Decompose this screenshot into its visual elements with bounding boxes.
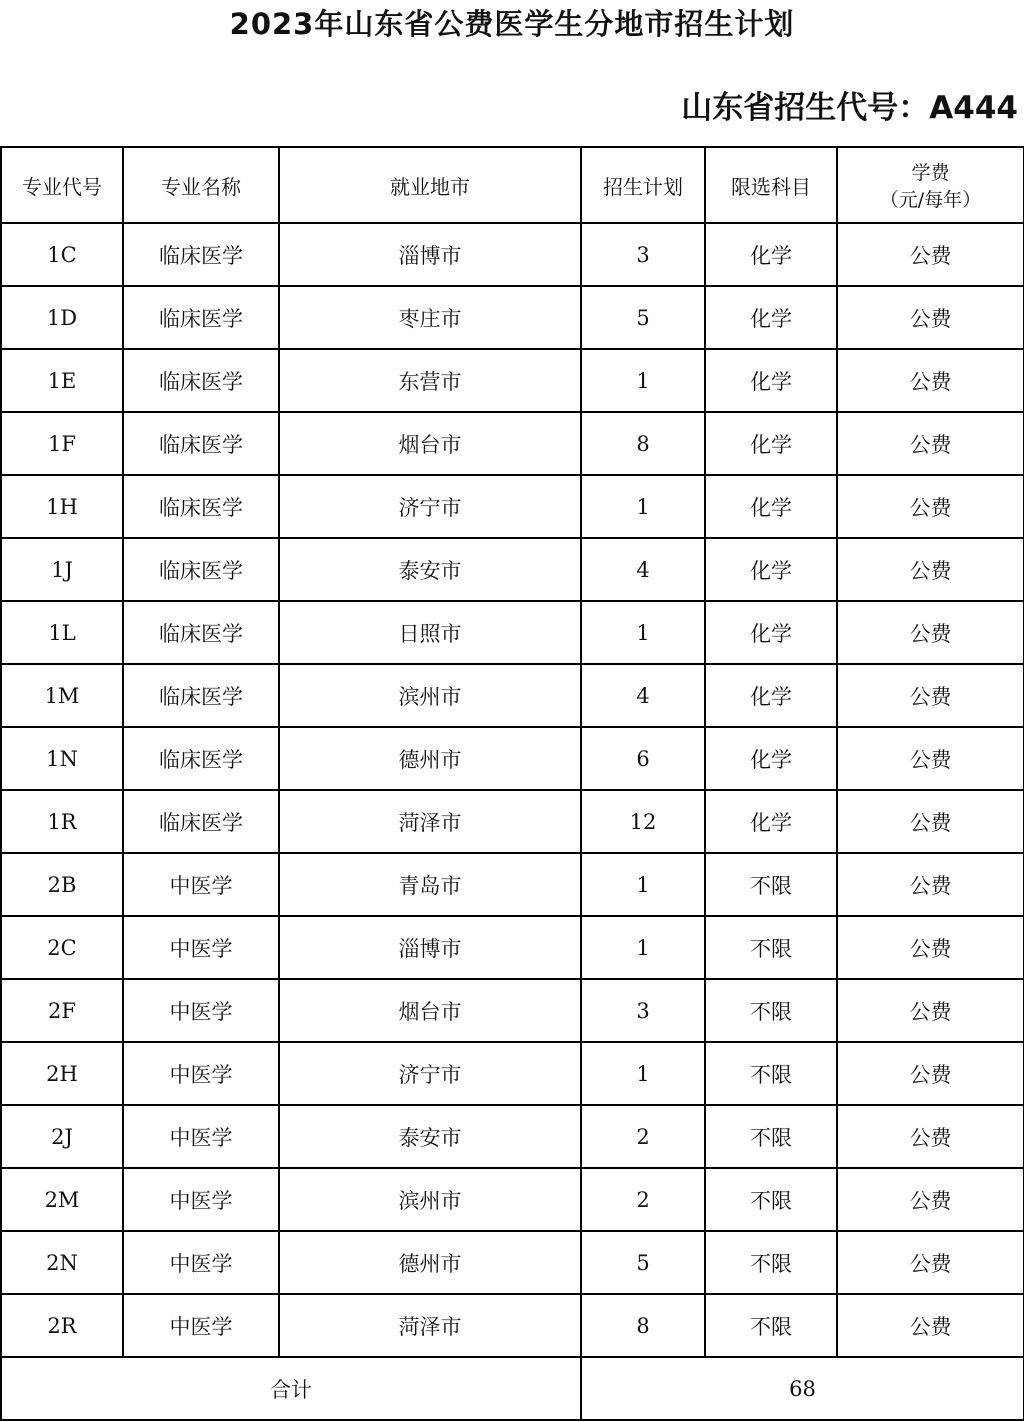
cell-enrollment-plan: 1 <box>581 349 705 412</box>
cell-employment-city: 济宁市 <box>279 1042 581 1105</box>
cell-enrollment-plan: 3 <box>581 979 705 1042</box>
cell-tuition: 公费 <box>837 475 1024 538</box>
total-value: 68 <box>581 1357 1024 1420</box>
cell-major-code: 2R <box>1 1294 123 1357</box>
cell-major-name: 临床医学 <box>123 223 279 286</box>
cell-required-subject: 化学 <box>705 349 837 412</box>
table-row <box>1 286 1024 349</box>
cell-required-subject: 不限 <box>705 1042 837 1105</box>
cell-major-code: 2M <box>1 1168 123 1231</box>
table-row <box>1 853 1024 916</box>
cell-required-subject: 不限 <box>705 853 837 916</box>
cell-tuition: 公费 <box>837 1294 1024 1357</box>
header-tuition-unit: （元/每年） <box>879 189 982 211</box>
table-row <box>1 223 1024 286</box>
cell-tuition: 公费 <box>837 1231 1024 1294</box>
cell-employment-city: 滨州市 <box>279 1168 581 1231</box>
cell-major-code: 2B <box>1 853 123 916</box>
enrollment-code-line: 山东省招生代号：A444 <box>681 90 1018 126</box>
cell-tuition: 公费 <box>837 223 1024 286</box>
cell-major-name: 临床医学 <box>123 412 279 475</box>
cell-employment-city: 滨州市 <box>279 664 581 727</box>
cell-employment-city: 淄博市 <box>279 223 581 286</box>
table-row <box>1 916 1024 979</box>
table-row <box>1 1168 1024 1231</box>
cell-tuition: 公费 <box>837 538 1024 601</box>
cell-required-subject: 不限 <box>705 1231 837 1294</box>
cell-enrollment-plan: 8 <box>581 1294 705 1357</box>
cell-major-code: 1M <box>1 664 123 727</box>
table-row <box>1 349 1024 412</box>
cell-tuition: 公费 <box>837 916 1024 979</box>
cell-major-code: 1L <box>1 601 123 664</box>
cell-major-code: 1E <box>1 349 123 412</box>
cell-required-subject: 化学 <box>705 727 837 790</box>
cell-employment-city: 烟台市 <box>279 979 581 1042</box>
cell-required-subject: 不限 <box>705 1168 837 1231</box>
header-major-name: 专业名称 <box>123 147 279 223</box>
cell-enrollment-plan: 1 <box>581 475 705 538</box>
header-required-subject: 限选科目 <box>705 147 837 223</box>
table-row <box>1 790 1024 853</box>
cell-major-name: 中医学 <box>123 1105 279 1168</box>
cell-tuition: 公费 <box>837 979 1024 1042</box>
header-enrollment-plan: 招生计划 <box>581 147 705 223</box>
table-row <box>1 412 1024 475</box>
cell-major-name: 中医学 <box>123 1168 279 1231</box>
cell-enrollment-plan: 2 <box>581 1105 705 1168</box>
cell-employment-city: 枣庄市 <box>279 286 581 349</box>
cell-enrollment-plan: 2 <box>581 1168 705 1231</box>
cell-tuition: 公费 <box>837 727 1024 790</box>
cell-tuition: 公费 <box>837 412 1024 475</box>
cell-employment-city: 东营市 <box>279 349 581 412</box>
cell-required-subject: 不限 <box>705 1294 837 1357</box>
header-tuition-label: 学费 <box>911 162 950 184</box>
cell-tuition: 公费 <box>837 601 1024 664</box>
cell-enrollment-plan: 1 <box>581 1042 705 1105</box>
cell-major-name: 中医学 <box>123 979 279 1042</box>
table-row <box>1 601 1024 664</box>
cell-required-subject: 化学 <box>705 412 837 475</box>
table-row <box>1 1294 1024 1357</box>
cell-major-name: 中医学 <box>123 916 279 979</box>
total-label: 合计 <box>1 1357 581 1420</box>
cell-major-code: 1D <box>1 286 123 349</box>
cell-tuition: 公费 <box>837 349 1024 412</box>
cell-enrollment-plan: 1 <box>581 601 705 664</box>
cell-required-subject: 化学 <box>705 664 837 727</box>
header-employment-city: 就业地市 <box>279 147 581 223</box>
cell-required-subject: 化学 <box>705 790 837 853</box>
enrollment-plan-table <box>0 146 1024 1421</box>
cell-major-name: 中医学 <box>123 1294 279 1357</box>
table-row <box>1 1231 1024 1294</box>
cell-major-name: 临床医学 <box>123 601 279 664</box>
total-row <box>1 1357 1024 1420</box>
cell-employment-city: 淄博市 <box>279 916 581 979</box>
cell-required-subject: 不限 <box>705 1105 837 1168</box>
cell-tuition: 公费 <box>837 1105 1024 1168</box>
cell-major-name: 临床医学 <box>123 475 279 538</box>
table-row <box>1 1042 1024 1105</box>
table-header-row <box>1 147 1024 223</box>
table-row <box>1 475 1024 538</box>
cell-major-name: 临床医学 <box>123 286 279 349</box>
cell-tuition: 公费 <box>837 1168 1024 1231</box>
cell-enrollment-plan: 3 <box>581 223 705 286</box>
cell-major-code: 2J <box>1 1105 123 1168</box>
cell-employment-city: 菏泽市 <box>279 790 581 853</box>
cell-major-code: 1J <box>1 538 123 601</box>
cell-tuition: 公费 <box>837 1042 1024 1105</box>
cell-employment-city: 菏泽市 <box>279 1294 581 1357</box>
cell-employment-city: 泰安市 <box>279 1105 581 1168</box>
cell-major-code: 2H <box>1 1042 123 1105</box>
table-row <box>1 979 1024 1042</box>
cell-major-name: 中医学 <box>123 853 279 916</box>
cell-employment-city: 青岛市 <box>279 853 581 916</box>
cell-required-subject: 化学 <box>705 601 837 664</box>
cell-major-name: 临床医学 <box>123 349 279 412</box>
cell-major-name: 临床医学 <box>123 790 279 853</box>
table-row <box>1 538 1024 601</box>
cell-tuition: 公费 <box>837 286 1024 349</box>
cell-major-name: 临床医学 <box>123 664 279 727</box>
table-body <box>1 223 1024 1420</box>
cell-tuition: 公费 <box>837 790 1024 853</box>
table-row <box>1 1105 1024 1168</box>
cell-major-code: 2F <box>1 979 123 1042</box>
cell-major-code: 2N <box>1 1231 123 1294</box>
cell-enrollment-plan: 1 <box>581 853 705 916</box>
cell-enrollment-plan: 1 <box>581 916 705 979</box>
table-row <box>1 727 1024 790</box>
page-title: 2023年山东省公费医学生分地市招生计划 <box>229 7 795 41</box>
cell-major-code: 1R <box>1 790 123 853</box>
cell-major-name: 中医学 <box>123 1231 279 1294</box>
cell-major-code: 1F <box>1 412 123 475</box>
table-row <box>1 664 1024 727</box>
cell-required-subject: 化学 <box>705 538 837 601</box>
cell-enrollment-plan: 4 <box>581 664 705 727</box>
cell-major-name: 中医学 <box>123 1042 279 1105</box>
cell-major-name: 临床医学 <box>123 727 279 790</box>
header-tuition <box>837 147 1024 223</box>
cell-employment-city: 济宁市 <box>279 475 581 538</box>
cell-enrollment-plan: 5 <box>581 1231 705 1294</box>
cell-employment-city: 德州市 <box>279 1231 581 1294</box>
cell-major-code: 1C <box>1 223 123 286</box>
cell-enrollment-plan: 6 <box>581 727 705 790</box>
cell-required-subject: 化学 <box>705 223 837 286</box>
cell-major-name: 临床医学 <box>123 538 279 601</box>
cell-tuition: 公费 <box>837 853 1024 916</box>
cell-enrollment-plan: 4 <box>581 538 705 601</box>
cell-major-code: 1N <box>1 727 123 790</box>
cell-required-subject: 化学 <box>705 475 837 538</box>
cell-major-code: 2C <box>1 916 123 979</box>
cell-required-subject: 化学 <box>705 286 837 349</box>
cell-required-subject: 不限 <box>705 916 837 979</box>
cell-enrollment-plan: 5 <box>581 286 705 349</box>
cell-employment-city: 泰安市 <box>279 538 581 601</box>
cell-major-code: 1H <box>1 475 123 538</box>
cell-enrollment-plan: 12 <box>581 790 705 853</box>
cell-required-subject: 不限 <box>705 979 837 1042</box>
cell-employment-city: 烟台市 <box>279 412 581 475</box>
cell-tuition: 公费 <box>837 664 1024 727</box>
cell-enrollment-plan: 8 <box>581 412 705 475</box>
cell-employment-city: 日照市 <box>279 601 581 664</box>
cell-employment-city: 德州市 <box>279 727 581 790</box>
header-major-code: 专业代号 <box>1 147 123 223</box>
